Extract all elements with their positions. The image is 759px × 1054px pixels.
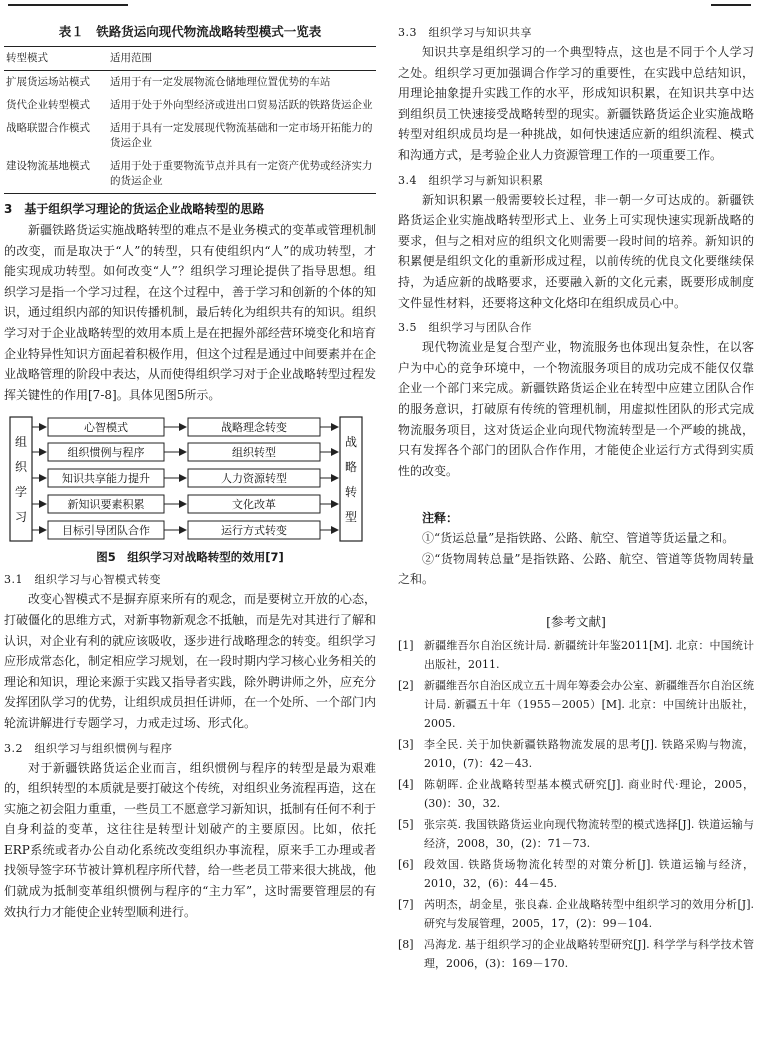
reference-text: 陈朝晖. 企业战略转型基本模式研究[J]. 商业时代·理论，2005，(30)：30，32.	[424, 778, 754, 811]
table-row	[4, 94, 376, 117]
reference-text: 冯海龙. 基于组织学习的企业战略转型研究[J]. 科学学与科学技术管理，2006，(3)：169－170.	[424, 938, 754, 971]
right-label-char: 型	[344, 510, 358, 525]
table-cell-scope: 适用于处于外向型经济或进出口贸易活跃的铁路货运企业	[110, 99, 373, 111]
table-cell-scope: 适用于具有一定发展现代物流基础和一定市场开拓能力的货运企业	[110, 122, 373, 149]
left-label-char: 学	[14, 485, 28, 500]
table-title: 表１ 铁路货运向现代物流战略转型模式一览表	[58, 24, 322, 39]
left-factor-text: 组织惯例与程序	[67, 447, 145, 460]
left-factor-text: 目标引导团队合作	[62, 525, 150, 538]
subsection-3-4-body: 新知识积累一般需要较长过程，非一朝一夕可达成的。新疆铁路货运企业实施战略转型形式上、业务上可实现快速实现新战略的要求，但与之相对应的组织文化则需要一段时间的培养。新知识的积累便是组织文化的重新形成过程，以前传统的优良文化要继续保持，为适应新的战略要求，还要融入新的文化元素，既要形成制度文件显性材料，还要将这种文化烙印在组织成员心中。	[398, 192, 754, 310]
left-factor-text: 知识共享能力提升	[62, 473, 150, 486]
figure-5-diagram	[8, 413, 370, 545]
subsection-3-3-heading: 3.3 组织学习与知识共享	[398, 26, 532, 39]
table-cell-mode: 建设物流基地模式	[4, 155, 108, 194]
reference-number: [1]	[398, 639, 414, 653]
right-factor-text: 文化改革	[232, 499, 276, 512]
table-row	[4, 117, 376, 155]
reference-text: 芮明杰，胡金星，张良森. 企业战略转型中组织学习的效用分析[J]. 研究与发展管理，2005，17，(2)：99－104.	[424, 898, 754, 931]
table-cell-scope: 适用于有一定发展物流仓储地理位置优势的车站	[110, 76, 331, 88]
reference-item	[398, 775, 754, 813]
subsection-3-1-heading: 3.1 组织学习与心智模式转变	[4, 573, 161, 587]
table-cell-mode: 战略联盟合作模式	[6, 122, 90, 134]
figure-5-caption: 图5 组织学习对战略转型的效用[7]	[96, 550, 284, 565]
reference-number: [5]	[398, 818, 414, 832]
right-factor-text: 人力资源转型	[221, 473, 287, 486]
subsection-3-3-body: 知识共享是组织学习的一个典型特点，这也是不同于个人学习之处。组织学习更加强调合作学习的重要性，在实践中总结知识，用理论抽象提升实践工作的水平，形成知识积累，在知识共享中达到组织员工快速接受战略转型的现实。新疆铁路货运企业实施战略转型对组织成员均是一种挑战，如何快速适应新的组织流程、模式和沟通方式，是考验企业人力资源管理工作的一项重要工作。	[398, 45, 754, 162]
reference-text: 新疆维吾尔自治区统计局. 新疆统计年鉴2011[M]. 北京：中国统计出版社，2011.	[424, 639, 754, 672]
notes-heading: 注释：	[422, 511, 459, 526]
reference-item	[398, 735, 754, 773]
table-cell-mode: 货代企业转型模式	[6, 99, 90, 111]
reference-item	[398, 636, 754, 674]
subsection-3-1-body: 改变心智模式不是摒弃原来所有的观念，而是要树立开放的心态，打破僵化的思维方式，对新事物新观念不抵触，而是先对其进行了解和认识，对企业有利的就应该吸收，逐步进行战略理念的转变。组织学习应形成常态化，制定相应学习规划，在一段时期内学习核心业务相关的理论和知识，理论来源于实践又指导者实践，除外聘讲师之外，应充分发挥团队学习的优势，让组织成员担任讲师，在一个处所、一个部门内轮流讲解进行专题学习，力戒走过场、形式化。	[4, 592, 377, 730]
reference-item	[398, 855, 754, 893]
subsection-3-5-body: 现代物流业是复合型产业，物流服务也体现出复杂性，在以客户为中心的竞争环境中，一个物流服务项目的成功完成不能仅仅靠企业一个部门来完成。新疆铁路货运企业在转型中应建立团队合作的服务意识，打破原有传统的管理机制，用虚拟性团队的形式完成物流服务项目，这对货运企业向现代物流转型是一个严峻的挑战，只有发挥各个部门的团队合作作用，才能使企业运行方式得到实质性的改变。	[398, 340, 754, 478]
note-item: ①“货运总量”是指铁路、公路、航空、管道等货运量之和。	[422, 531, 735, 546]
reference-number: [3]	[398, 738, 414, 752]
section-3-heading: 3 基于组织学习理论的货运企业战略转型的思路	[4, 202, 265, 216]
subsection-3-2-body: 对于新疆铁路货运企业而言，组织惯例与程序的转型是最为艰难的，组织转型的本质就是要打破这个传统，对组织业务流程再造，这在实施之初会阻力重重，一些员工不愿意学习新知识，抵制有任何不利于自身利益的变革，这往往是转型计划破产的主要原因。比如，依托ERP系统或者办公自动化系统改变组织办事流程，原来手工办理或者找领导签字环节被计算机程序所代替，给一些老员工带来很大挑战，他们就成为抵制变革组织惯例与程序的“主力军”，这时需要管理层的有效执行力才能使企业转型顺利进行。	[4, 760, 377, 919]
reference-number: [8]	[398, 938, 414, 952]
reference-text: 新疆维吾尔自治区成立五十周年筹委会办公室、新疆维吾尔自治区统计局. 新疆五十年（1955－2005）[M]. 北京：中国统计出版社，2005.	[424, 679, 754, 731]
right-column	[398, 14, 754, 975]
table-header-scope: 适用范围	[108, 47, 376, 71]
reference-text: 段效国. 铁路货场物流化转型的对策分析[J]. 铁道运输与经济，2010，32，(6)：44－45.	[424, 858, 754, 891]
reference-item	[398, 935, 754, 973]
right-label-char: 转	[344, 485, 358, 500]
table-cell-scope: 适用于处于重要物流节点并具有一定资产优势或经济实力的货运企业	[108, 155, 376, 194]
right-label-char: 略	[344, 460, 358, 475]
reference-text: 张宗英. 我国铁路货运业向现代物流转型的模式选择[J]. 铁道运输与经济，2008，30，(2)：71－73.	[424, 818, 754, 851]
table-row	[4, 155, 376, 194]
table-row	[4, 71, 376, 95]
reference-number: [4]	[398, 778, 414, 792]
reference-item	[398, 815, 754, 853]
note-item: ②“货物周转总量”是指铁路、公路、航空、管道等货物周转量之和。	[398, 551, 754, 587]
subsection-3-2-heading: 3.2 组织学习与组织惯例与程序	[4, 741, 173, 755]
right-factor-text: 运行方式转变	[221, 525, 287, 538]
reference-number: [6]	[398, 858, 414, 872]
left-label-char: 组	[14, 435, 28, 450]
subsection-3-4-heading: 3.4 组织学习与新知识积累	[398, 173, 544, 187]
left-factor-text: 心智模式	[84, 422, 128, 435]
left-label-char: 习	[14, 510, 28, 525]
reference-text: 李全民. 关于加快新疆铁路物流发展的思考[J]. 铁路采购与物流，2010，(7)：42－43.	[424, 738, 754, 771]
reference-number: [2]	[398, 679, 414, 693]
reference-item	[398, 895, 754, 933]
reference-number: [7]	[398, 898, 414, 912]
header-rule-left	[8, 0, 128, 6]
section-3-paragraph: 新疆铁路货运实施战略转型的难点不是业务模式的变革或管理机制的改变，而是取决于“人”的转型，只有使组织内“人”的成功转型，才能实现成功转型。如何改变“人”？组织学习理论提供了指导思想。组织学习是指一个学习过程，在这个过程中，善于学习和创新的个体的知识，通过组织内部的知识传播机制，最后转化为组织共有的知识。组织学习对于企业战略转型的效用本质上是在把握外部经营环境变化和培育企业特异性知识方面起着积极作用，但这个过程是通过中间要素并在企业战略管理的阶段中表达，从而使得组织学习对于企业战略转型过程发挥关键性的作用[7-8]。具体见图5所示。	[4, 223, 377, 402]
table-header-mode: 转型模式	[4, 47, 108, 71]
reference-item	[398, 676, 754, 733]
left-column	[4, 14, 376, 922]
right-label-char: 战	[344, 435, 358, 450]
references-heading: [参考文献]	[546, 614, 606, 630]
subsection-3-5-heading: 3.5 组织学习与团队合作	[398, 321, 532, 335]
left-label-char: 织	[14, 460, 28, 475]
header-rule	[0, 0, 759, 10]
transformation-modes-table	[4, 46, 376, 194]
right-factor-text: 战略理念转变	[221, 422, 287, 435]
table-cell-mode: 扩展货运场站模式	[6, 76, 90, 88]
right-factor-text: 组织转型	[232, 447, 276, 460]
header-rule-right	[711, 0, 751, 6]
left-factor-text: 新知识要素积累	[67, 499, 145, 512]
